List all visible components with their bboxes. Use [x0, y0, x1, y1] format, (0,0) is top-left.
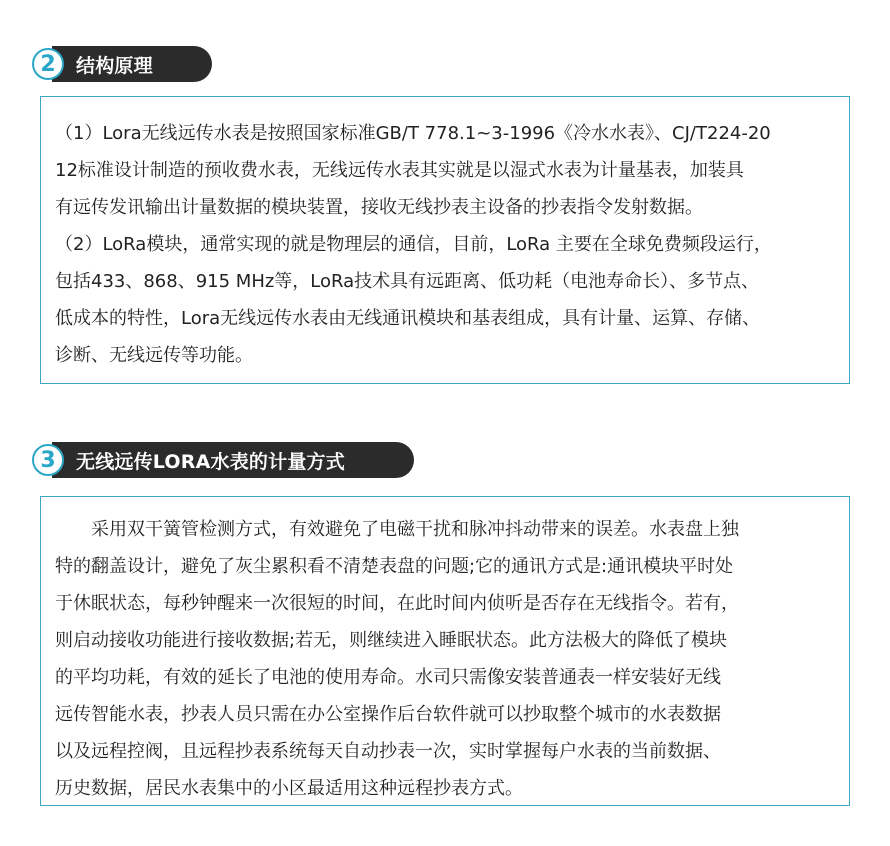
section-title: 无线远传LORA水表的计量方式	[76, 450, 345, 473]
text-line: 有远传发讯输出计量数据的模块装置，接收无线抄表主设备的抄表指令发射数据。	[55, 197, 703, 218]
section-content-box	[40, 496, 850, 806]
section-header-metering	[32, 442, 345, 478]
text-line: 于休眠状态，每秒钟醒来一次很短的时间，在此时间内侦听是否存在无线指令。若有，	[55, 593, 739, 614]
text-line: （1）Lora无线远传水表是按照国家标准GB/T 778.1~3-1996《冷水水表》、CJ/T224-20	[55, 123, 771, 144]
text-line: 则启动接收功能进行接收数据;若无，则继续进入睡眠状态。此方法极大的降低了模块	[55, 630, 728, 651]
text-line: 特的翻盖设计，避免了灰尘累积看不清楚表盘的问题;它的通讯方式是:通讯模块平时处	[55, 556, 734, 577]
section-number-badge: 3	[32, 444, 64, 476]
section-number-badge: 2	[32, 48, 64, 80]
text-line: 历史数据，居民水表集中的小区最适用这种远程抄表方式。	[55, 778, 523, 799]
section-content-box	[40, 96, 850, 384]
text-line: 的平均功耗，有效的延长了电池的使用寿命。水司只需像安装普通表一样安装好无线	[55, 667, 721, 688]
section-header-structure	[32, 46, 153, 82]
section-title: 结构原理	[76, 54, 153, 77]
text-line: 12标准设计制造的预收费水表，无线远传水表其实就是以湿式水表为计量基表，加装具	[55, 160, 744, 181]
text-line: 采用双干簧管检测方式，有效避免了电磁干扰和脉冲抖动带来的误差。水表盘上独	[55, 519, 739, 540]
text-line: （2）LoRa模块，通常实现的就是物理层的通信，目前，LoRa 主要在全球免费频段运行，	[55, 234, 772, 255]
text-line: 以及远程控阀，且远程抄表系统每天自动抄表一次，实时掌握每户水表的当前数据、	[55, 741, 721, 762]
text-line: 诊断、无线远传等功能。	[55, 345, 253, 366]
text-line: 远传智能水表，抄表人员只需在办公室操作后台软件就可以抄取整个城市的水表数据	[55, 704, 721, 725]
text-line: 包括433、868、915 MHz等，LoRa技术具有远距离、低功耗（电池寿命长）、多节点、	[55, 271, 760, 292]
text-line: 低成本的特性，Lora无线远传水表由无线通讯模块和基表组成，具有计量、运算、存储、	[55, 308, 761, 329]
